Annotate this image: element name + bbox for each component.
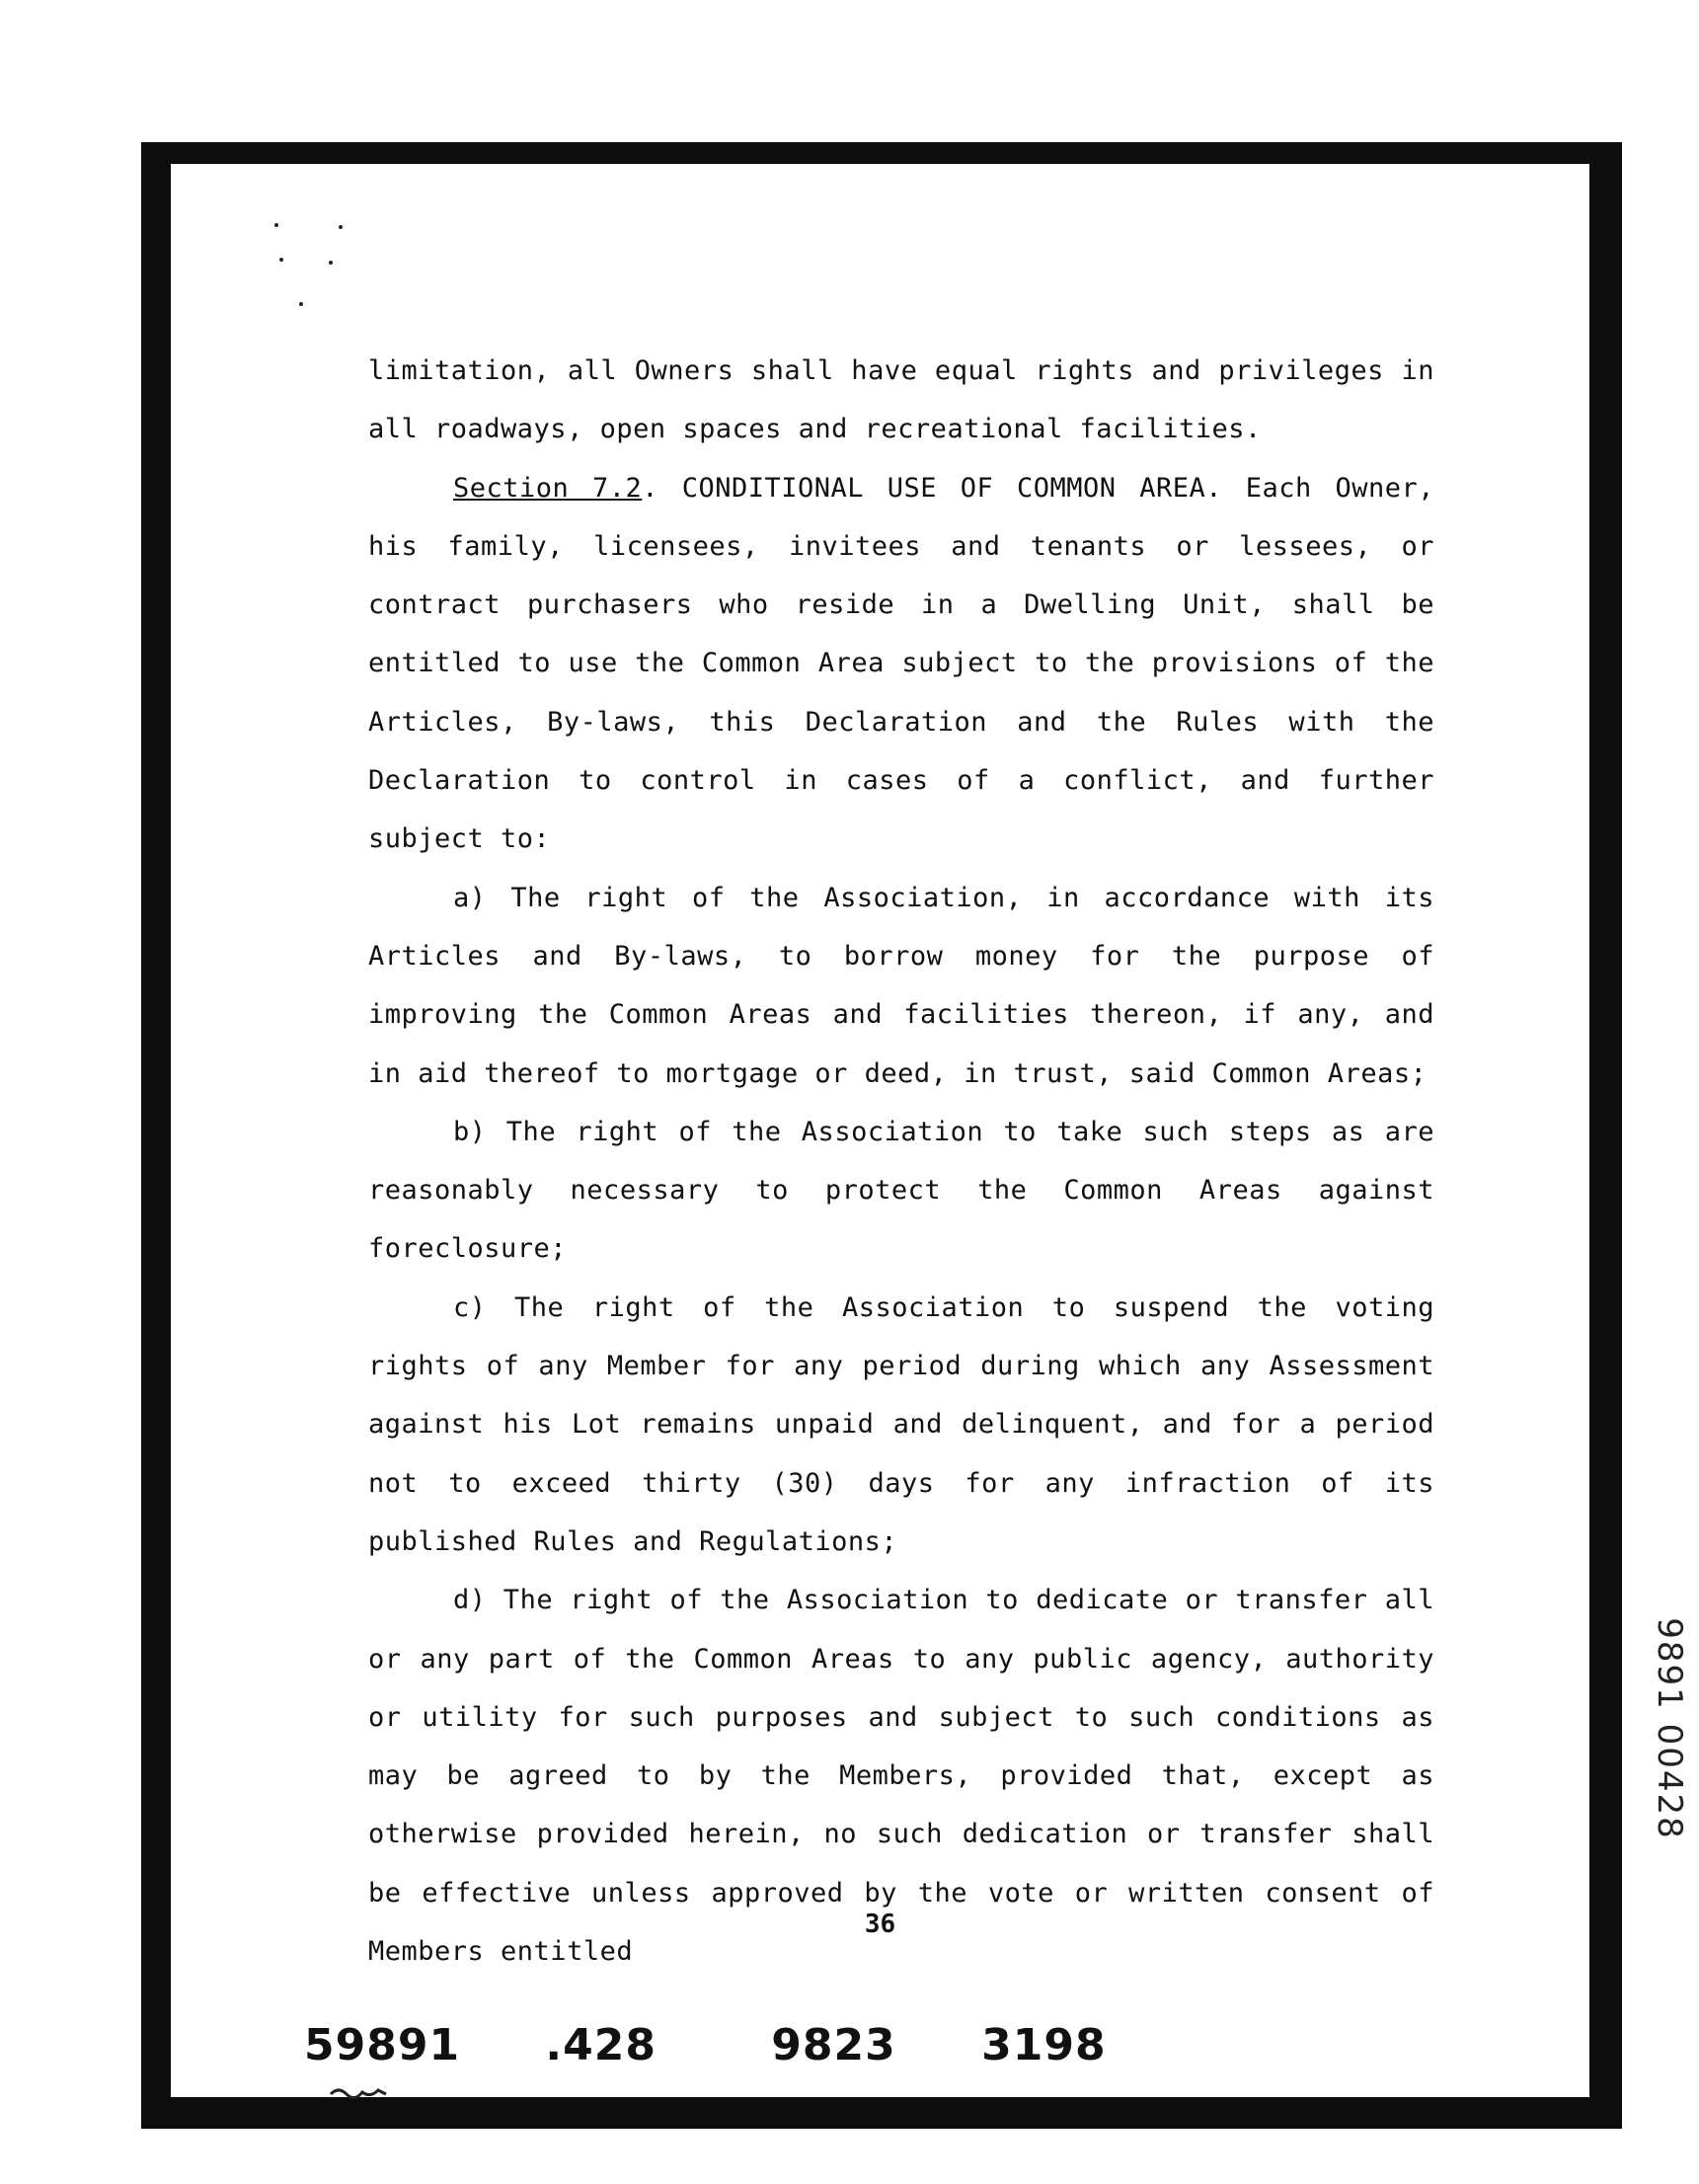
footer-number: 59891 — [304, 2020, 461, 2070]
scan-speck — [274, 223, 278, 227]
side-stamp — [1640, 1605, 1699, 1852]
document-page — [171, 164, 1689, 2097]
paragraph-item-c: c) The right of the Association to suspend the voting rights of any Member for any period during which any Assessment against his Lot remains unpaid and delinquent, and for a period not to exceed thirty (30) days for any infraction of its published Rules and Regulations; — [368, 1291, 1434, 1557]
scan-speck — [299, 302, 303, 306]
section-heading: Section 7.2 — [453, 472, 643, 504]
side-stamp-text: 9891 00428 — [1650, 1617, 1689, 1840]
paragraph-section-7-2 — [368, 459, 1434, 869]
footer-reference-numbers — [304, 2020, 1176, 2070]
scan-frame — [141, 142, 1689, 2129]
document-body — [368, 342, 1434, 1981]
scan-speck — [339, 225, 343, 229]
paragraph-limitation: limitation, all Owners shall have equal rights and privileges in all roadways, open spaces and recreational facilities. — [368, 355, 1434, 445]
handwritten-scribble-icon — [329, 2084, 388, 2100]
footer-number: 9823 — [771, 2020, 896, 2070]
footer-number: 3198 — [981, 2020, 1107, 2070]
footer-number: .428 — [545, 2020, 656, 2070]
paragraph-item-b: b) The right of the Association to take such steps as are reasonably necessary to protect the Common Areas against foreclosure; — [368, 1116, 1434, 1265]
paragraph-item-d: d) The right of the Association to dedicate or transfer all or any part of the Common Areas to any public agency, authority or utility for such purposes and subject to such conditions as may be agreed to by the Members, provided that, except as otherwise provided herein, no such dedication or transfer shall be effective unless approved by the vote or written consent of Members entitled — [368, 1585, 1434, 1968]
page-number: 36 — [864, 1910, 896, 1939]
scan-speck — [329, 261, 333, 265]
scan-speck — [279, 258, 283, 262]
section-text: . CONDITIONAL USE OF COMMON AREA. Each Owner, his family, licensees, invitees and tenants or lessees, or contract purchasers who reside in a Dwelling Unit, shall be entitled to use the Common Area subject to the provisions of the Articles, By-laws, this Declaration and the Rules with the Declaration to control in cases of a conflict, and further subject to: — [368, 472, 1434, 855]
paragraph-item-a: a) The right of the Association, in accordance with its Articles and By-laws, to borrow money for the purpose of improving the Common Areas and facilities thereon, if any, and in aid thereof to mortgage or deed, in trust, said Common Areas; — [368, 882, 1434, 1089]
